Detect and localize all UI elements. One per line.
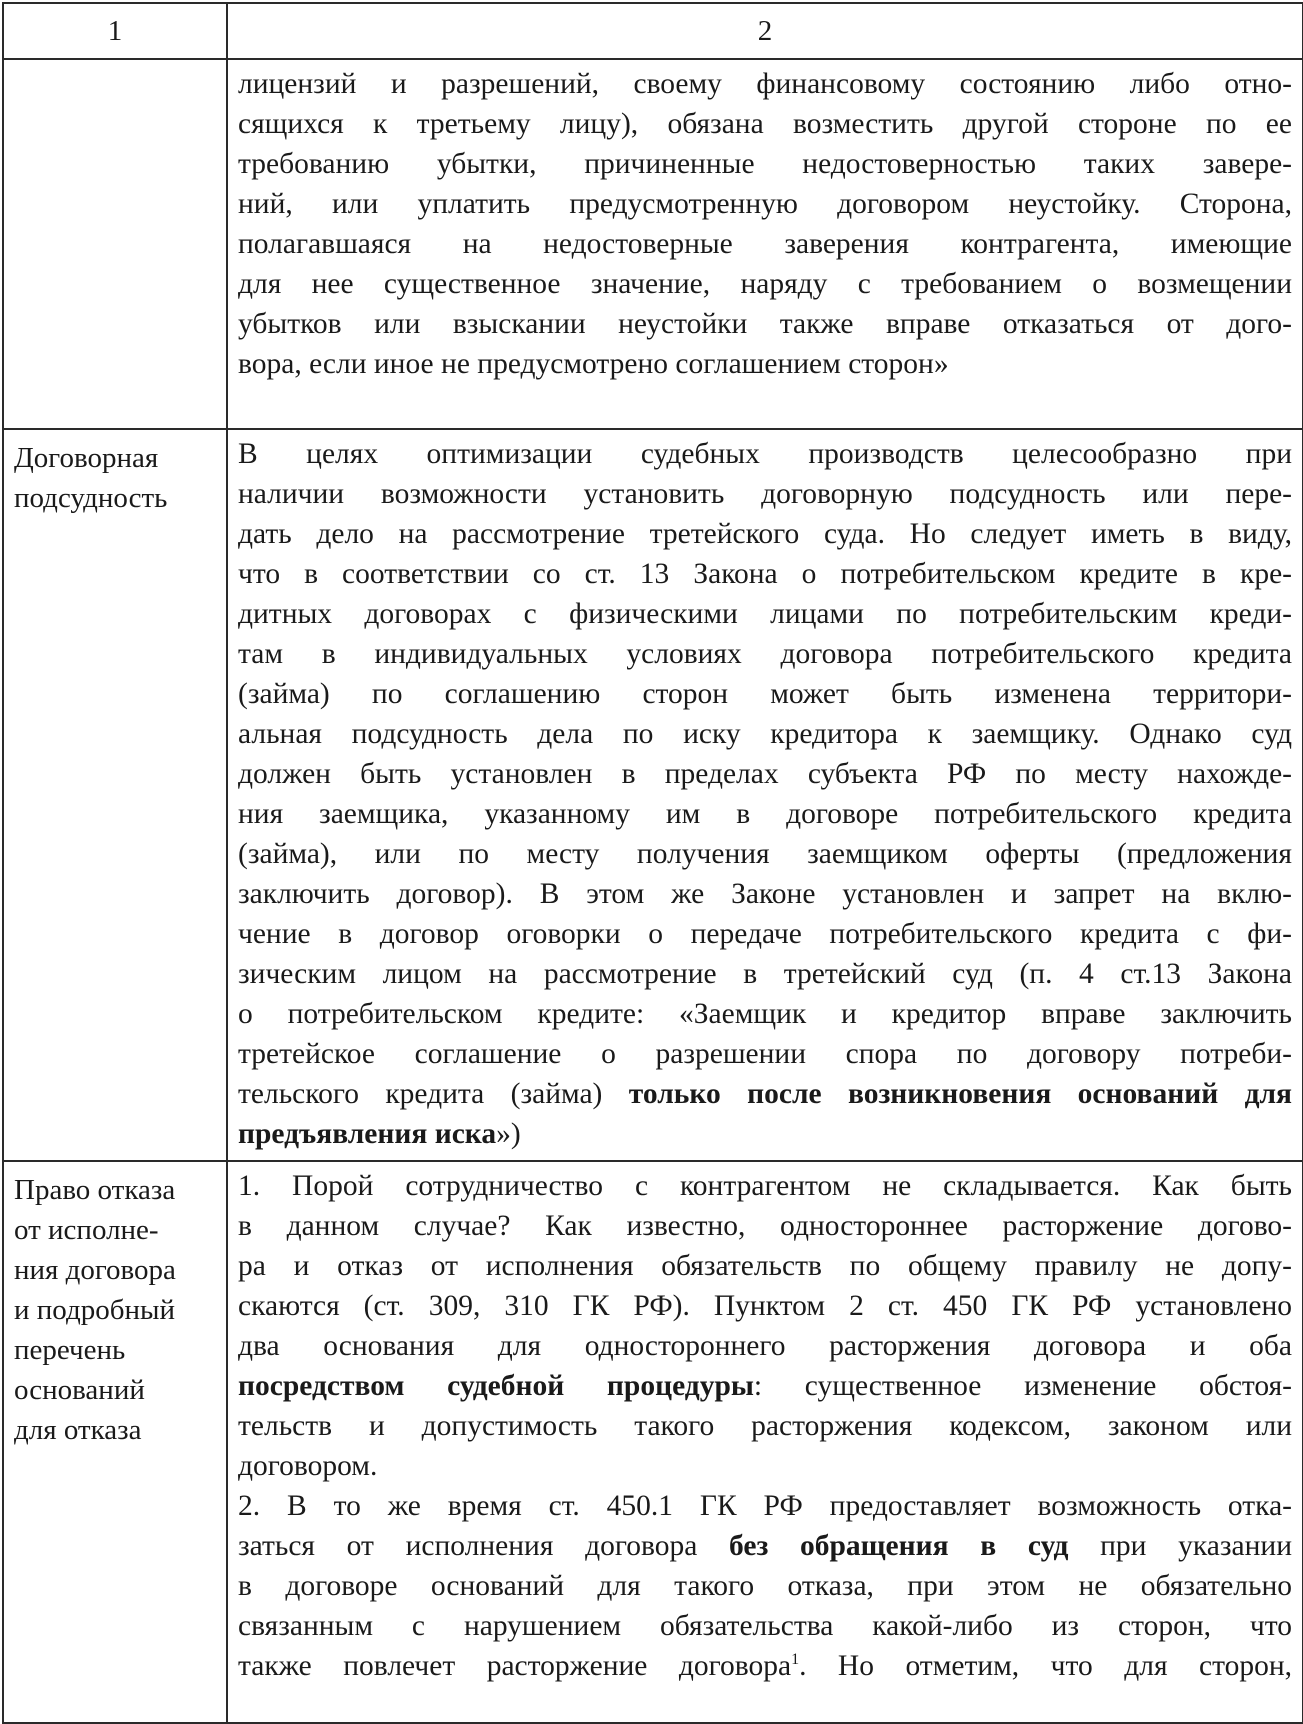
label-line: Договорная (14, 442, 159, 474)
label-line: подсудность (14, 482, 168, 514)
text-line (238, 1526, 1292, 1566)
text-line (238, 1074, 1292, 1114)
table-row (3, 1161, 1303, 1723)
text-line: о потребительском кредите: «Заемщик и кредитор вправе заключить (238, 998, 1292, 1030)
text-line: скаются (ст. 309, 310 ГК РФ). Пунктом 2 ст. 450 ГК РФ установлено (238, 1290, 1292, 1322)
text-line (238, 1366, 1292, 1406)
row-text-jurisdiction (227, 429, 1303, 1161)
text-line: 1. Порой сотрудничество с контрагентом не складывается. Как быть (238, 1170, 1292, 1202)
text-line: (займа) по соглашению сторон может быть изменена территори- (238, 678, 1292, 710)
text-segment: при указании (1068, 1530, 1292, 1562)
text-line: связанным с нарушением обязательства какой-либо из сторон, что (238, 1610, 1292, 1642)
table-header-row (3, 3, 1303, 59)
row-label-empty (3, 59, 227, 429)
text-line: наличии возможности установить договорную подсудность или пере- (238, 478, 1292, 510)
label-line: Право отказа (14, 1174, 176, 1206)
text-line: в данном случае? Как известно, одностороннее расторжение догово- (238, 1210, 1292, 1242)
label-line: ния договора (14, 1254, 176, 1286)
bold-segment: предъявления иска (238, 1118, 497, 1150)
bold-segment: посредством судебной процедуры (238, 1370, 754, 1402)
text-line: заключить договор). В этом же Законе установлен и запрет на вклю- (238, 878, 1292, 910)
footnote-mark[interactable]: 1 (791, 1651, 800, 1669)
text-line: зическим лицом на рассмотрение в третейский суд (п. 4 ст.13 Закона (238, 958, 1292, 990)
text-segment: заться от исполнения договора (238, 1530, 729, 1562)
text-line: дать дело на рассмотрение третейского суда. Но следует иметь в виду, (238, 518, 1292, 550)
text-line: ния заемщика, указанному им в договоре потребительского кредита (238, 798, 1292, 830)
text-segment: : существенное изменение обстоя- (753, 1370, 1293, 1402)
bold-segment: только после возникновения оснований для (628, 1078, 1293, 1110)
text-line: там в индивидуальных условиях договора потребительского кредита (238, 638, 1292, 670)
bold-segment: без обращения в суд (728, 1530, 1069, 1562)
text-line: вора, если иное не предусмотрено соглашением сторон» (238, 348, 949, 380)
label-line: перечень (14, 1334, 126, 1366)
text-segment: . Но отметим, что для сторон, (799, 1650, 1292, 1682)
text-line: 2. В то же время ст. 450.1 ГК РФ предоставляет возможность отка- (238, 1490, 1292, 1522)
row-label-refusal (3, 1161, 227, 1723)
text-line: лицензий и разрешений, своему финансовому состоянию либо отно- (238, 68, 1292, 100)
text-line: тельств и допустимость такого расторжения кодексом, законом или (238, 1410, 1292, 1442)
text-line: должен быть установлен в пределах субъекта РФ по месту нахожде- (238, 758, 1292, 790)
text-line (238, 1114, 1292, 1154)
text-line: что в соответствии со ст. 13 Закона о потребительском кредите в кре- (238, 558, 1292, 590)
text-line: чение в договор оговорки о передаче потребительского кредита с фи- (238, 918, 1292, 950)
text-line: дитных договорах с физическими лицами по потребительским креди- (238, 598, 1292, 630)
document-table (2, 2, 1303, 1724)
text-line: договором. (238, 1450, 378, 1482)
label-line: от исполне- (14, 1214, 159, 1246)
text-line: третейское соглашение о разрешении спора по договору потреби- (238, 1038, 1292, 1070)
label-line: оснований (14, 1374, 145, 1406)
text-line: ний, или уплатить предусмотренную договором неустойку. Сторона, (238, 188, 1292, 220)
label-line: для отказа (14, 1414, 142, 1446)
column-header-2: 2 (227, 3, 1303, 59)
text-line: альная подсудность дела по иску кредитора к заемщику. Однако суд (238, 718, 1292, 750)
text-line: ра и отказ от исполнения обязательств по общему правилу не допу- (238, 1250, 1292, 1282)
text-line: полагавшаяся на недостоверные заверения контрагента, имеющие (238, 228, 1292, 260)
row-text-refusal (227, 1161, 1303, 1723)
column-header-1: 1 (3, 3, 227, 59)
text-segment: также повлечет расторжение договора (238, 1650, 792, 1682)
text-line (238, 1646, 1292, 1686)
table-row (3, 429, 1303, 1161)
row-label-jurisdiction (3, 429, 227, 1161)
text-line: для нее существенное значение, наряду с требованием о возмещении (238, 268, 1292, 300)
text-line: в договоре оснований для такого отказа, при этом не обязательно (238, 1570, 1292, 1602)
table-row (3, 59, 1303, 429)
text-line: В целях оптимизации судебных производств целесообразно при (238, 438, 1292, 470)
row-text-representations (227, 59, 1303, 429)
text-line: (займа), или по месту получения заемщиком оферты (предложения (238, 838, 1292, 870)
text-line: требованию убытки, причиненные недостоверностью таких завере- (238, 148, 1292, 180)
text-line: два основания для одностороннего расторжения договора и оба (238, 1330, 1292, 1362)
text-segment: тельского кредита (займа) (238, 1078, 629, 1110)
text-line: сящихся к третьему лицу), обязана возместить другой стороне по ее (238, 108, 1292, 140)
text-line: убытков или взыскании неустойки также вправе отказаться от дого- (238, 308, 1292, 340)
text-segment: ») (496, 1118, 521, 1150)
label-line: и подробный (14, 1294, 175, 1326)
